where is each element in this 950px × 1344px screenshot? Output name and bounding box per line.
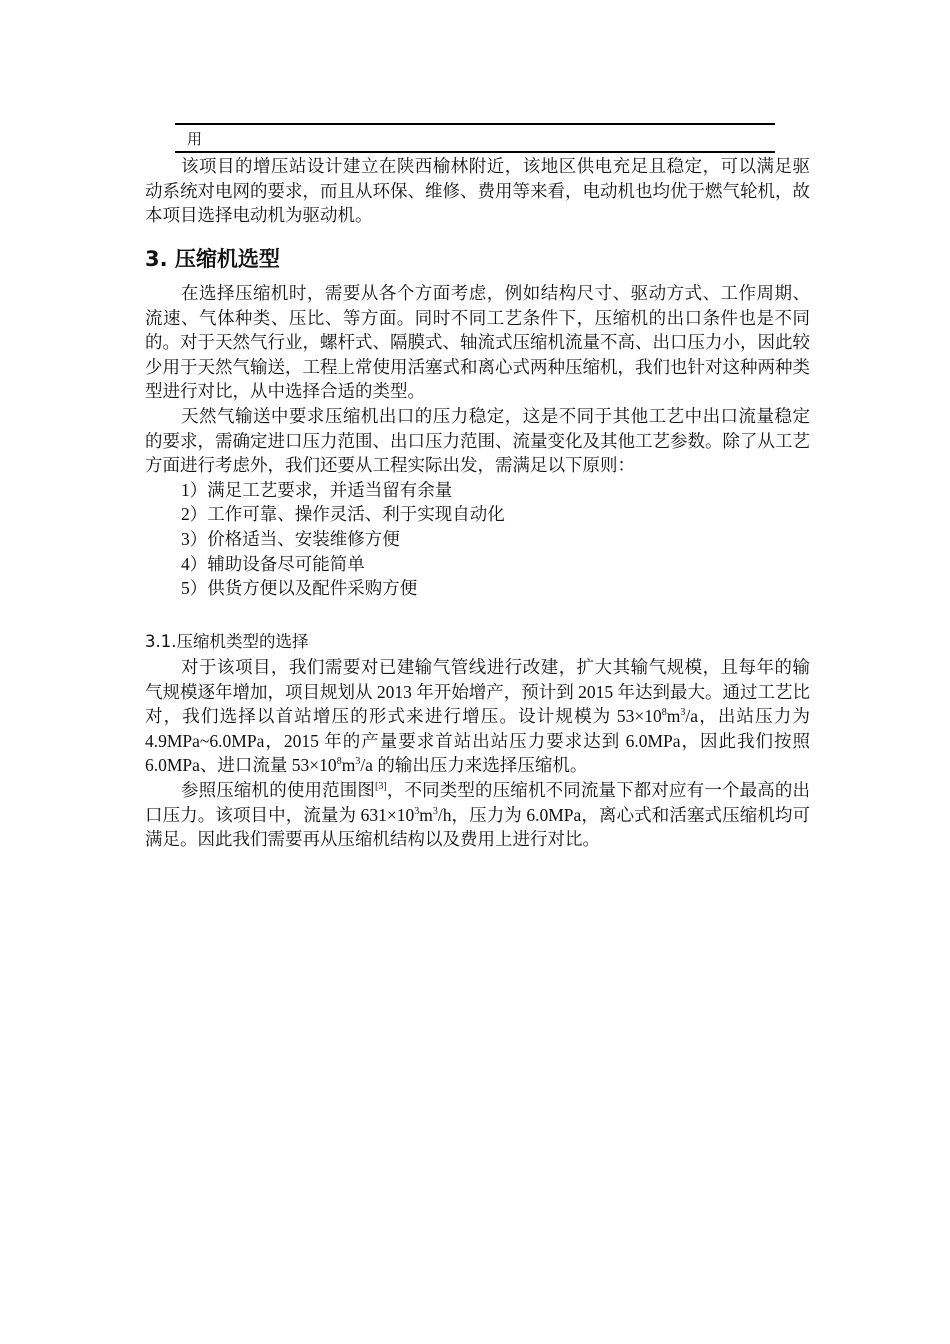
section-3-body: [145, 281, 810, 601]
citation-ref: [3]: [375, 781, 387, 793]
section-3-1-paragraph-1: [145, 655, 810, 778]
section-3-1-heading: 3.1.压缩机类型的选择: [145, 632, 309, 651]
section-3-heading: 3. 压缩机选型: [145, 247, 280, 271]
text-run: /h，压力为 6.0MPa，离心式和活塞式压缩机均可满足。因此我们需要再从压缩机结构以及费用上进行对比。: [145, 804, 811, 850]
superscript: 3: [432, 805, 438, 817]
superscript: 3: [355, 756, 361, 768]
superscript: 8: [661, 707, 667, 719]
intro-paragraph: 该项目的增压站设计建立在陕西榆林附近，该地区供电充足且稳定，可以满足驱动系统对电网的要求，而且从环保、维修、费用等来看，电动机也均优于燃气轮机，故本项目选择电动机为驱动机。: [145, 156, 810, 226]
text-run: m: [419, 804, 433, 825]
text-run: /a，出站压力为 4.9MPa~6.0MPa，2015 年的产量要求首站出站压力要求达到 6.0MPa，因此我们按照 6.0MPa、进口流量 53×10: [145, 706, 810, 776]
section-3-paragraph-1: 在选择压缩机时，需要从各个方面考虑，例如结构尺寸、驱动方式、工作周期、流速、气体种类、压比、等方面。同时不同工艺条件下，压缩机的出口条件也是不同的。对于天然气行业，螺杆式、隔膜式、轴流式压缩机流量不高、出口压力小，因此较少用于天然气输送，工程上常使用活塞式和离心式两种压缩机，我们也针对这种两种类型进行对比，从中选择合适的类型。: [145, 283, 810, 402]
superscript: 3: [680, 707, 686, 719]
principle-item: 4）辅助设备尽可能简单: [181, 553, 365, 574]
principle-item: 5）供货方便以及配件采购方便: [181, 578, 418, 599]
table-bottom-rule: [175, 151, 775, 153]
text-run: 对于该项目，我们需要对已建输气管线进行改建，扩大其输气规模，且每年的输气规模逐年增加，项目规划从 2013 年开始增产，预计到 2015 年达到最大。通过工艺比对，我们选择以首站增压的形式来进行增压。设计规模为 53×10: [145, 657, 810, 727]
section-3-1-body: [145, 655, 810, 852]
text-run: /a 的输出压力来选择压缩机。: [360, 755, 588, 776]
table-cell: 用: [187, 132, 203, 148]
table-top-rule: [175, 123, 775, 125]
table-fragment: [175, 123, 775, 153]
text-run: m: [341, 755, 356, 776]
section-3-1-paragraph-2: [145, 778, 810, 852]
text-run: 参照压缩机的使用范围图: [181, 779, 376, 800]
text-run: ，不同类型的压缩机不同流量下都对应有一个最高的出口压力。该项目中，流量为 631×10: [145, 779, 811, 825]
superscript: 3: [414, 805, 420, 817]
text-run: m: [666, 706, 681, 727]
principle-item: 2）工作可靠、操作灵活、利于实现自动化: [181, 504, 505, 525]
principle-item: 1）满足工艺要求，并适当留有余量: [181, 479, 453, 500]
superscript: 8: [336, 756, 342, 768]
section-3-paragraph-2: 天然气输送中要求压缩机出口的压力稳定，这是不同于其他工艺中出口流量稳定的要求，需确定进口压力范围、出口压力范围、流量变化及其他工艺参数。除了从工艺方面进行考虑外，我们还要从工程实际出发，需满足以下原则：: [145, 405, 810, 476]
principle-item: 3）价格适当、安装维修方便: [181, 528, 400, 549]
